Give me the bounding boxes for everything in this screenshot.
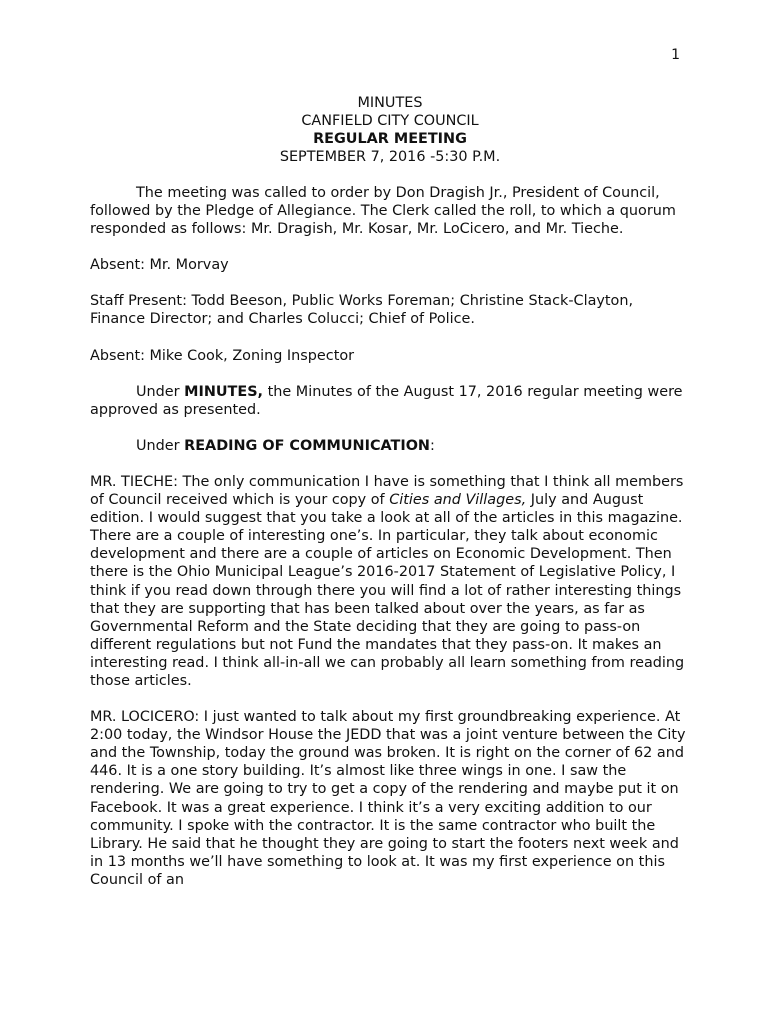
heading-meeting-type: REGULAR MEETING [313,131,467,147]
document-body [90,94,690,907]
heading-minutes: MINUTES [357,95,423,111]
reading-suffix: : [429,437,435,454]
minutes-prefix: Under [136,383,185,400]
tieche-text-2: July and August edition. I would suggest that you take a look at all of the articles in this magazine. There are a couple of interesting one’s. In particular, they talk about economic development and there are a couple of articles on Economic Development. Then there is the Ohio Municipal League’s 2016-2017 Statement of Legislative Policy, I think if you read down through there you will find a lot of rather interesting things that they are supporting that has been talked about over the years, as far as Governmental Reform and the State deciding that they are going to pass-on different regulations but not Fund the mandates that they pass-on. It makes an interesting read. I think all-in-all we can probably all learn something from reading those articles. [90,492,685,689]
heading-council: CANFIELD CITY COUNCIL [301,113,479,129]
minutes-section-label: MINUTES, [184,383,264,400]
paragraph-minutes [90,383,690,419]
paragraph-staff-present: Staff Present: Todd Beeson, Public Works Foreman; Christine Stack-Clayton, Finance Director; and Charles Colucci; Chief of Police. [90,293,634,328]
reading-prefix: Under [136,437,185,454]
paragraph-mr-locicero: MR. LOCICERO: I just wanted to talk about my first groundbreaking experience. At 2:00 today, the Windsor House the JEDD that was a joint venture between the City and the Township, today the ground was broken. It is right on the corner of 62 and 446. It is a one story building. It’s almost like three wings in one. I saw the rendering. We are going to try to get a copy of the rendering and maybe put it on Facebook. It was a great experience. I think it’s a very exciting addition to our community. I spoke with the contractor. It is the same contractor who built the Library. He said that he thought they are going to start the footers next week and in 13 months we’ll have something to look at. It was my first experience on this Council of an [90,709,686,888]
paragraph-reading-of-communication [90,437,690,455]
paragraph-mr-tieche [90,473,690,690]
paragraph-absent-staff: Absent: Mike Cook, Zoning Inspector [90,347,355,364]
reading-section-label: READING OF COMMUNICATION [184,437,430,454]
minutes-text: the Minutes of the August 17, 2016 regular meeting were approved as presented. [90,383,683,418]
paragraph-absent-members: Absent: Mr. Morvay [90,257,229,274]
tieche-publication-title: Cities and Villages, [389,492,527,509]
page-number: 1 [671,47,680,63]
tieche-text-1: MR. TIECHE: The only communication I have is something that I think all members of Council received which is your copy of [90,473,684,509]
document-heading [90,94,690,166]
heading-date: SEPTEMBER 7, 2016 -5:30 P.M. [279,149,501,165]
paragraph-call-to-order: The meeting was called to order by Don Dragish Jr., President of Council, followed by the Pledge of Allegiance. The Clerk called the roll, to which a quorum responded as follows: Mr. Dragish, Mr. Kosar, Mr. LoCicero, and Mr. Tieche. [90,185,676,238]
